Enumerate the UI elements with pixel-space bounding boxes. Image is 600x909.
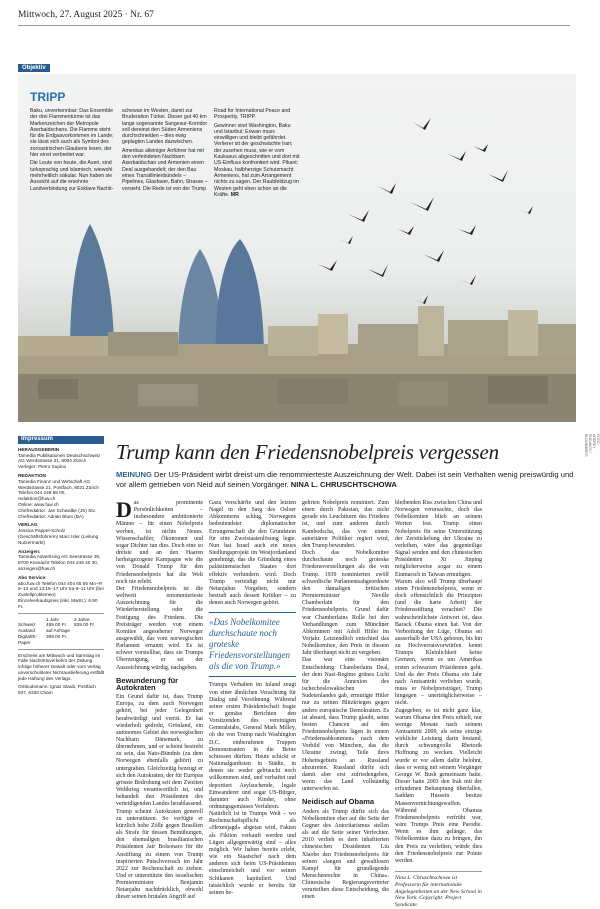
paragraph: Trumps Verhalten im Inland zeugt von einer ähnlichen Verachtung für Dialog und Versöhnung. Während seiner ersten Präsidentschaft fragte er gemäss Berichten den Vorsitzenden des vereinigten Generalstabs, General Mark Milley, ob die von Trump nach Washington D.C. einberufenen Truppen Demonstranten in die Beine schiessen dürften. Heute schickt er Nationalgardisten in Städte, in denen sie weder gebraucht noch willkommen sind, und verhaftet und deportiert Asylsuchende, legale Einwanderer und sogar US-Bürger, darunter auch Kinder, ohne ordnungsgemässes Verfahren. [209,682,296,810]
paragraph: Doch das Nobelkomitee durchschaute noch groteske Friedensvorstellungen als die von Trump. 1939 nominierten zwölf schwedische Parlamentsabgeordnete den damaligen britischen Premierminister Neville Chamberlain für den Friedensnobelpreis. Grund dafür war Chamberlains Rolle bei den Verhandlungen zum Münchner Abkommen mit Adolf Hitler im Vorjahr. Letztendlich entschied das Nobelkomitee, den Preis in diesem Jahr überhaupt nicht zu vergeben. [302,550,389,657]
paragraph: Das war eine visionäre Entscheidung: Chamberlains Deal, der dem Nazi-Regime grünes Licht für die Annexion des tschechoslowakischen Sudetenlandes gab, ermutigte Hitler nur zu seinen Blitzkriegen gegen andere europäische Demokratien. Es ist absurd, dass Trump glaubt, seine besten Chancen auf den Friedensnobelpreis lägen in einem «Friedensabkommen» nach dem Vorbild von München, das die Ukraine zwingt, Teile ihres Hoheitsgebiets an Russland abzutreten. Russland dürfte sich damit aber erst zufriedengeben, wenn das Land vollständig unterworfen ist. [302,657,389,793]
paragraph: Zugegeben, es ist nicht ganz klar, warum Obama den Preis erhielt, nur wenige Monate nach seinem Amtsantritt 2009, als seine einzige wirkliche Leistung darin bestand, durch schwungvolle Rhetorik Hoffnung zu wecken. Vielleicht wurde er vor allem dafür belohnt, dass er wenig mit seinem Vorgänger George W. Bush gemeinsam hatte. Dieser hatte 2003 den Irak mit der erfundenen Behauptung überfallen, Saddam Hussein besitze Massenvernichtungswaffen. [395,707,482,807]
caption-col-3 [214,108,300,200]
article-kicker: MEINUNG [116,470,152,479]
impressum-line: Chefredaktor: Jan Schwalbe (JS) Stv. Chefredaktor: Adrian Blum (BA) [18,507,96,519]
caption-paragraph: schewan im Westen, damit zur Bruderation Türkei. Dieser gut 40 km lange sogenannte Sangesur-Korridor soll dereinst den Süden Armeniens durchschneiden – dies ewig geplagten Landes dazwischen. [122,108,208,146]
impressum-footer: Erscheint am Mittwoch und Samstag im Falle Nachtrittsverkehrs der Zeitung infolge höherer Gewalt oder vom Verlag unverschuldeter Nichtauslieferung entfällt jede Haftung des Verlags. [18,652,104,681]
impressum-line: Verleger: Pietro Supino [18,464,67,470]
caption-col-1 [30,108,116,200]
paragraph: bleibenden Riss zwischen China und Norwegen verursachte, doch das Nobelkomitee blieb an seinem Werten fest. Trump einen Nobelpreis für seine Unterstützung der Zerstückelung der Ukraine zu verleihen, wäre das gegenteilige Signal senden und den chinesischen Präsidenten Xi Jinping möglicherweise sogar zu einem Einmarsch in Taiwan ermutigen. [395,500,482,578]
caption-col-2 [122,108,208,200]
caption-signature: MR [230,191,239,198]
paragraph: Gaza verschärfte und den letzten Nagel in den Sarg des Osloer Abkommens schlug, Norwegens bedeutendster diplomatischer Errungenschaft die den Grundstein für eine Zweistaatenlösung legte. Nun hat Israel auch ein neues Siedlungsprojekt im Westjordanland genehmigt, das die Gründung eines palästinensischen Staates dort effektiv verhindern wird. Doch Trump verteidigt nicht nur Netanjahus Vorgehen, sondern bestraft auch dessen Kritiker – zu denen auch Norwegen gehört. [209,500,296,607]
paragraph: Während Obamas Friedensnobelpreis verfrüht war, wäre Trumps Preis eine Parodie. Wenn es ihm gelänge, das Nobelkomitee dazu zu bringen, ihn den Preis zu verleihen, würde dies den Friedensnobelpreis zur Pointe werden. [395,807,482,864]
article-body [116,497,576,909]
caption-paragraph: Die Leute von heute, die Aseri, sind turksprachig und islamisch, wiewohl mehrheitlich säkular. Nun haben sie Aussicht auf die ersehnte Landverbindung zur Exklave Nachit- [30,160,114,192]
article-author: NINA L. CHRUSCHTSCHOWA [290,479,397,489]
author-bio: Nina L. Chruschtschowa ist Professorin für internationale Angelegenheiten an der New School in New York. Copyright: Project Syndicate. [395,871,482,909]
caption-paragraph: Amerikas alleiniger Anführer hat mit den verfeindeten Nachbarn Aserbaidschan und Armenien einen Deal ausgehandelt; der den Bau eines Transitlinienbündels – Pipelines, Glasfaser, Bahn, Strasse – vorsieht. Die Rede ist von der Trump [122,147,208,192]
impressum-line: Online: www.fuw.ch [18,501,59,507]
dropcap: D [116,497,132,522]
paragraph: Trump scheint Autokraten generell zu unterstützen. So verfügte er kürzlich hohe Zölle gegen Brasilien als Strafe für dessen Bemühungen, den ehemaligen brasilianischen Präsidenten Jair Bolsonaro für die Anstiftung zu einem von Trump inspirierten Putschversuch im Jahr 2022 zur Rechenschaft zu ziehen. Und er unterstützte den israelischen Premierminister Benjamin Netanjahu nachdrücklich, obwohl dieser seinen brutalen Angriff auf [116,808,203,901]
impressum-line: Einzelverkaufspreis (inkl. MwSt.): 6.90 Fr. [18,597,98,609]
photo-caption-box [30,90,330,200]
section-tag: Objektiv [18,64,50,72]
photo-credit: FOTO: ANDREY RUDAKOV / BLOOMBERG [584,434,600,457]
article-col-1 [116,497,203,901]
paragraph: Anders als Trump dürfte sich das Nobelkomitee eher auf die Seite der Gegner des Autoritarismus stellen als auf die Seite seiner Verfechter. 2010 verlieh es dem inhaftierten chinesischen Dissidenten Liu Xiaobo den Friedensnobelpreis für seinen «langen und gewaltlosen Kampf für grundlegende Menschenrechte in China». Chinesische Regierungsvertreter verurteilten diese Entscheidung, die einen [302,808,389,901]
impressum-line: Abo Service: abo.fuw.ch Telefon 044 404 65 55 Mo–Fr 8–12 und 13:15–17 Uhr Sa 8–11 Uhr (bei Zustellproblemen) [18,574,104,598]
dateline: Mittwoch, 27. August 2025 · Nr. 67 [18,10,154,20]
impressum-line: VERLAG Jessica Pappel-Scholz (Geschäftsführerin) Marc Isler (Leitung Nutzermarkt) [18,522,99,545]
paragraph: Warum also will Trump überhaupt einen Friedensnobelpreis, wenn er doch offensichtlich die Prinzipien (und die harte Arbeit) der Friedensstiftung verachtet? Die wahrscheinlichste Antwort ist, dass Barack Obama einen hat. Von der Verbreitung der Lüge, Obama sei ausserhalb der USA geboren, bis hin zu Hochverratsvorwürfen kennt Trumps Kleinlichkeit keine Grenzen, wenn es um Amerikas ersten schwarzen Präsidenten geht. Und da der Preis Obama ein Jahr nach Amtsantritt verliehen wurde, muss er Nobelpreisträger, Trump hingegen – unerträglicherweise – nicht. [395,578,482,707]
paragraph: Natürlich ist in Trumps Welt – wo Rechenschaftspflicht als «Hexenjagd» abgetan wird, Fakten als Fiktion verkauft werden und Lügen allgegenwärtig sind – alles möglich. Wir haben bereits erlebt, wie ein Staatschef nach dem anderen sich beim US-Präsidenten einschmeichelt und vor seinen Schikanen kapituliert. Und tatsächlich wurde er bereits für seinen be- [209,811,296,896]
masthead [18,10,570,26]
article-col-3 [302,500,389,901]
impressum-sidebar [18,436,104,696]
caption-paragraph: Road for International Peace and Prosperity, TRIPP. [214,108,291,121]
article-headline: Trump kann den Friedensnobelpreis vergessen [116,440,499,464]
price-table: 1 Jahr 2 Jahre Schweiz 489.00 Fr. 829.00 Fr. Ausland auf Anfrage Digital/E-Paper 399.00 Fr. [18,616,96,645]
impressum-line: REDAKTION Tamedia Finanz und Wirtschaft AG Werdstrasse 21, Postfach, 8021 Zürich Telefon 044 248 58 00, redaktion@fuw.ch [18,472,99,502]
paragraph: gehrten Nobelpreis nominiert. Zum einen durch Pakistan, das nicht gerade ein Leuchtturm des Friedens ist, und zum anderen durch Kambodscha, das von einem autoritären Politiker regiert wird, den Trump bewundert. [302,500,389,549]
paragraph: as prominente Persönlichkeiten – insbesondere ambitionierte Männer – für einen Nobelpreis werben, ist nichts Neues. Wissenschaftler, Ökonomen und sogar Dichter tun dies. Doch eine so dreiste und an den Haaren herbeigezogene Kampagne wie die von Donald Trump für den Friedensnobelpreis hat die Welt noch nie erlebt. [116,500,203,585]
article-col-4 [395,500,482,909]
impressum-line: Anzeigen: Tamedia Advertising AG Seestrasse 39, 8700 Küsnacht Telefon 044 248 40 30, anzeigen@fuw.ch [18,548,101,571]
impressum-ombudsmann: Ombudsmann: Ignaz Staub, Postfach 837, 6330 Cham [18,684,96,696]
impressum-title: Impressum [18,436,104,444]
paragraph: Der Friedensnobelpreis ist die weltweit renommierteste Auszeichnung für die Wiederherstellung oder die Festigung des Friedens. Die Preisträger werden von einem Komitee angesehener Norweger ausgewählt, das vom norwegischen Parlament ernannt wird. Es ist schwer vorstellbar, dass sie Trumps Überzeugung, er sei der Auszeichnung würdig, nachgeben. [116,585,203,671]
subhead: Neidisch auf Obama [302,797,375,807]
caption-title: TRIPP [30,90,66,104]
lead-text: Der US-Präsident wirbt dreist um die renommierteste Auszeichnung der Welt. Dabei ist sein Verhalten wenig preiswürdig und vor allem getrieben von Neid auf seinen Vorgänger. [116,470,574,489]
impressum-line: HERAUSGEBERIN Tamedia Publikationen Deutschschweiz AG Werdstrasse 21, 8004 Zürich [18,446,101,464]
paragraph: Ein Grund dafür ist, dass Trump Europa, zu dem auch Norwegen gehört, bei jeder Gelegenheit herabwürdigt und verrät. Er hat wiederholt gedroht, Grönland, ein autonomes Gebiet des norwegischen Nachbarn Dänemark, zu übernehmen, und er scheint bestrebt zu sein, das Nato-Bündnis (zu dem Norwegen ebenfalls gehört) zu untergraben. Gleichzeitig bezeugt er sich den Autokraten, der für Europas grösste Bedrohung seit dem Zweiten Weltkrieg verantwortlich ist, und behandelt den Präsidenten des verteidigenden Landes herablassend. [116,694,203,808]
caption-paragraph: Baku, unverkennbar: Das Ensemble der drei Flammentürme ist das Markenzeichen der Metropole Aserbaidschans. Die Flamme steht für die Erdgasvorkommen im Lande; sie lässt sich auch als Symbol des zoroastrischen Glaubens lesen, der hier einst verbreitet war. [30,108,114,159]
article-col-2 [209,500,296,896]
caption-paragraph: Gewinner sind Washington, Baku und Istanbul; Eriwan muss einwilligen und bleibt gefährdet. Verlierer ist der geschwächte Iran; der zusehen muss, wie er vom Kaukasus abgeschnitten und dort mit US-Einfluss konfrontiert wird. Pikant: Moskau, halbherzige Schutzmacht Armeniens, hat zum Arrangement nichts zu sagen. Der Raubfeldzug im Westen geht eben schon an die Kräfte. [214,122,300,198]
pullquote: «Das Nobelkomitee durchschaute noch groteske Friedensvorstellungen als die von Trump.» [209,612,296,677]
subhead: Bewunderung für Autokraten [116,675,179,692]
article-lead [116,470,576,489]
